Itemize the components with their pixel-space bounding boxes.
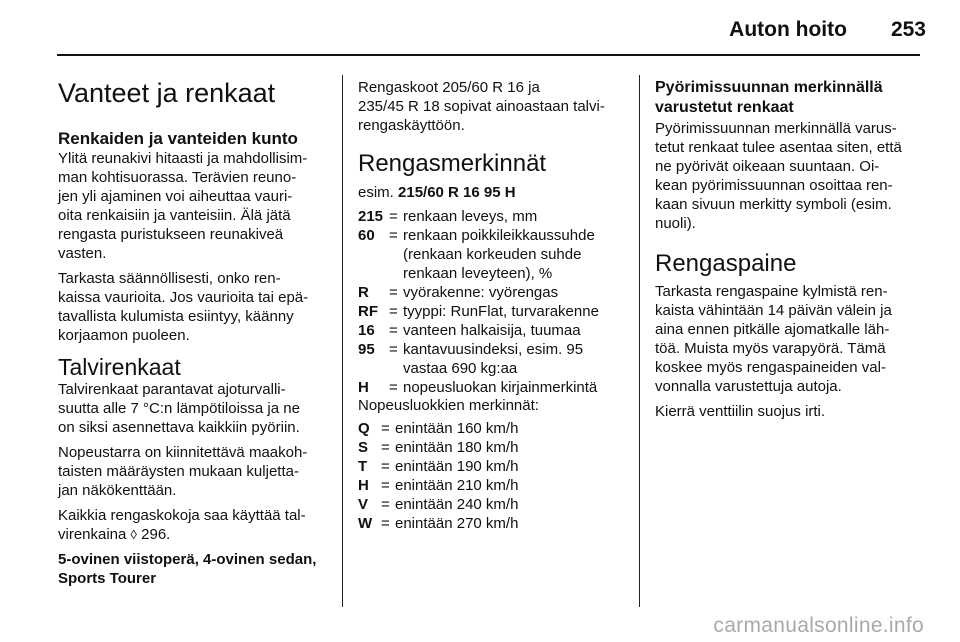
definition-value xyxy=(403,321,630,340)
heading-tyre-condition: Renkaiden ja vanteiden kunto xyxy=(58,129,298,148)
speed-class-value: enintään 190 km/h xyxy=(395,458,519,475)
text-fragment: virenkaina xyxy=(58,526,127,543)
heading-directional-tyres xyxy=(655,78,883,118)
text-line: nuoli). xyxy=(655,215,696,232)
definition-value xyxy=(403,340,630,378)
text-line: vonnalla varustettuja autoja. xyxy=(655,378,842,395)
section-title-wheels-tyres: Vanteet ja renkaat xyxy=(58,78,276,108)
watermark: carmanualsonline.info xyxy=(713,614,924,637)
definition-key: 60 xyxy=(358,227,375,244)
column-divider-1 xyxy=(342,75,343,607)
example-prefix: esim. xyxy=(358,184,394,201)
text-line: jen yli ajaminen voi aiheuttaa vauri- xyxy=(58,188,293,205)
text-line: man kohtisuorassa. Terävien reuno- xyxy=(58,169,297,186)
marking-definitions xyxy=(358,207,630,397)
text-line: nopeusluokan kirjainmerkintä xyxy=(403,379,598,396)
speed-class-row xyxy=(358,419,630,438)
text-line: rengaskäyttöön. xyxy=(358,117,465,134)
text-line: renkaan leveys, mm xyxy=(403,208,538,225)
heading-body-variants xyxy=(58,550,338,588)
text-line: vyörakenne: vyörengas xyxy=(403,284,559,301)
text-line: korjaamon puoleen. xyxy=(58,327,190,344)
paragraph-speed-label xyxy=(58,443,338,500)
paragraph-pressure xyxy=(655,282,892,421)
speed-class-key: H xyxy=(358,477,369,494)
text-line: 235/45 R 18 sopivat ainoastaan talvi- xyxy=(358,98,605,115)
paragraph-curb xyxy=(58,149,330,263)
speed-class-key: W xyxy=(358,515,373,532)
text-line: taisten määräysten mukaan kuljetta- xyxy=(58,463,299,480)
text-line: tavallista kulumista esiintyy, käänny xyxy=(58,308,294,325)
speed-class-row xyxy=(358,438,630,457)
speed-class-value: enintään 210 km/h xyxy=(395,477,519,494)
text-line: Sports Tourer xyxy=(58,570,157,587)
speed-class-value: enintään 180 km/h xyxy=(395,439,519,456)
speed-class-row xyxy=(358,495,630,514)
speed-class-value: enintään 160 km/h xyxy=(395,420,519,437)
heading-tyre-pressure: Rengaspaine xyxy=(655,250,797,277)
text-line: kaista vähintään 14 päivän välein ja xyxy=(655,302,892,319)
text-line: Talvirenkaat parantavat ajoturvalli- xyxy=(58,381,286,398)
speed-class-key: S xyxy=(358,439,369,456)
text-line: renkaan leveyteen), % xyxy=(403,265,553,282)
text-line: Tarkasta säännöllisesti, onko ren- xyxy=(58,270,281,287)
definition-eq: = xyxy=(389,284,398,301)
definition-value xyxy=(403,283,630,302)
text-line: Ylitä reunakivi hitaasti ja mahdollisim- xyxy=(58,150,308,167)
speed-class-row xyxy=(358,476,630,495)
definition-eq: = xyxy=(389,303,398,320)
definition-key: 95 xyxy=(358,341,375,358)
text-line: kaan sivuun merkitty symboli (esim. xyxy=(655,196,892,213)
text-line: koskee myös rengaspaineiden val- xyxy=(655,359,886,376)
definition-row xyxy=(358,207,630,226)
text-line: Pyörimissuunnan merkinnällä xyxy=(655,79,883,96)
example-line xyxy=(358,183,516,202)
definition-value xyxy=(403,378,630,397)
heading-tyre-markings: Rengasmerkinnät xyxy=(358,150,547,177)
definition-row xyxy=(358,378,630,397)
definition-value xyxy=(403,207,630,226)
text-line: töä. Muista myös varapyörä. Tämä xyxy=(655,340,886,357)
definition-eq: = xyxy=(389,379,398,396)
text-line: oita renkaisiin ja vanteisiin. Älä jätä xyxy=(58,207,291,224)
definition-row xyxy=(358,302,630,321)
speed-class-value: enintään 270 km/h xyxy=(395,515,519,532)
text-line: Pyörimissuunnan merkinnällä varus- xyxy=(655,120,897,137)
running-title: Auton hoito xyxy=(729,18,847,41)
definition-eq: = xyxy=(389,322,398,339)
text-line: suutta alle 7 °C:n lämpötiloissa ja ne xyxy=(58,400,300,417)
text-line: vastaa 690 kg:aa xyxy=(403,360,518,377)
text-line: on siksi asennettava kaikkiin pyöriin. xyxy=(58,419,300,436)
text-line: Kaikkia rengaskokoja saa käyttää tal- xyxy=(58,507,306,524)
text-line xyxy=(58,525,338,544)
text-line: Rengaskoot 205/60 R 16 ja xyxy=(358,79,540,96)
text-line: jan näkökenttään. xyxy=(58,482,177,499)
speed-class-eq: = xyxy=(381,496,390,513)
speed-class-eq: = xyxy=(381,420,390,437)
speed-class-eq: = xyxy=(381,477,390,494)
paragraph-directional xyxy=(655,119,902,233)
text-line: aina ennen pitkälle ajomatkalle läh- xyxy=(655,321,890,338)
definition-key: R xyxy=(358,284,369,301)
text-line: vasten. xyxy=(58,245,107,262)
speed-class-intro: Nopeusluokkien merkinnät: xyxy=(358,397,539,414)
definition-row xyxy=(358,283,630,302)
definition-eq: = xyxy=(389,227,398,244)
paragraph-inspect xyxy=(58,269,330,345)
definition-key: 16 xyxy=(358,322,375,339)
definition-row xyxy=(358,321,630,340)
page-number: 253 xyxy=(890,18,926,41)
xref-arrow-icon: ◊ xyxy=(130,527,137,542)
speed-class-row xyxy=(358,457,630,476)
text-line: rengasta puristukseen reunakiveä xyxy=(58,226,284,243)
definition-row xyxy=(358,226,630,283)
header-rule xyxy=(57,54,920,56)
example-code: 215/60 R 16 95 H xyxy=(398,184,516,201)
speed-class-list xyxy=(358,419,630,533)
text-line: Nopeustarra on kiinnitettävä maakoh- xyxy=(58,444,308,461)
paragraph-tyre-sizes xyxy=(358,78,605,135)
text-line: tetut renkaat tulee asentaa siten, että xyxy=(655,139,902,156)
text-line: kean pyörimissuunnan osoittaa ren- xyxy=(655,177,893,194)
text-line: Tarkasta rengaspaine kylmistä ren- xyxy=(655,283,888,300)
text-line: varustetut renkaat xyxy=(655,99,794,116)
text-line: Kierrä venttiilin suojus irti. xyxy=(655,403,826,420)
page-header xyxy=(729,18,926,42)
definition-value xyxy=(403,302,630,321)
text-line: tyyppi: RunFlat, turvarakenne xyxy=(403,303,599,320)
definition-eq: = xyxy=(389,341,398,358)
text-line: renkaan poikkileikkaussuhde xyxy=(403,227,595,244)
paragraph-winter xyxy=(58,380,338,437)
speed-class-row xyxy=(358,514,630,533)
text-line: vanteen halkaisija, tuumaa xyxy=(403,322,581,339)
text-line: 5-ovinen viistoperä, 4-ovinen sedan, xyxy=(58,551,317,568)
speed-class-value: enintään 240 km/h xyxy=(395,496,519,513)
definition-key: H xyxy=(358,379,369,396)
speed-class-eq: = xyxy=(381,439,390,456)
heading-winter-tyres: Talvirenkaat xyxy=(58,354,181,380)
paragraph-sizes xyxy=(58,506,338,544)
speed-class-eq: = xyxy=(381,458,390,475)
definition-key: RF xyxy=(358,303,378,320)
speed-class-eq: = xyxy=(381,515,390,532)
column-divider-2 xyxy=(639,75,640,607)
definition-value xyxy=(403,226,630,283)
page-reference-link[interactable]: 296. xyxy=(141,526,171,543)
definition-row xyxy=(358,340,630,378)
text-line: ne pyörivät oikeaan suuntaan. Oi- xyxy=(655,158,880,175)
text-line: (renkaan korkeuden suhde xyxy=(403,246,582,263)
definition-eq: = xyxy=(389,208,398,225)
text-line: kantavuusindeksi, esim. 95 xyxy=(403,341,584,358)
speed-class-key: V xyxy=(358,496,369,513)
speed-class-key: T xyxy=(358,458,368,475)
definition-key: 215 xyxy=(358,208,384,225)
text-line: kaissa vaurioita. Jos vaurioita tai epä- xyxy=(58,289,309,306)
speed-class-key: Q xyxy=(358,420,370,437)
